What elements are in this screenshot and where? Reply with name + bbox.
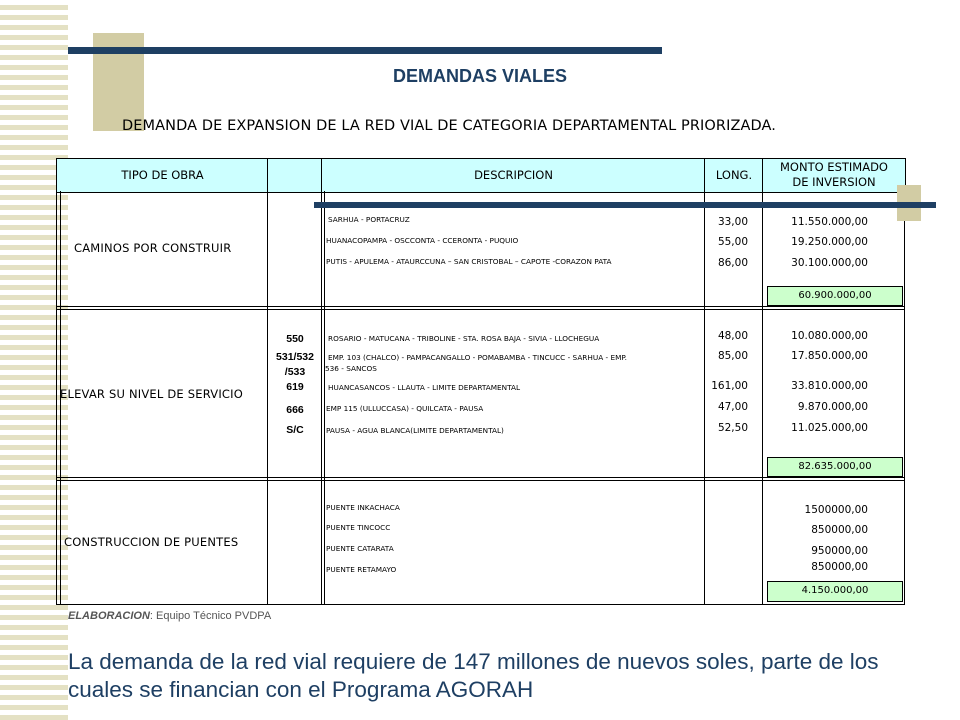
group-total-elevar: 82.635.000,00 <box>767 457 903 477</box>
rule-col-long <box>704 191 705 605</box>
header-monto-line1: MONTO ESTIMADO <box>780 160 888 174</box>
row-desc: SARHUA - PORTACRUZ <box>328 215 410 224</box>
row-long: 47,00 <box>717 401 748 413</box>
row-long: 86,00 <box>717 257 748 269</box>
row-monto: 850000,00 <box>811 524 868 536</box>
row-long: 33,00 <box>717 216 748 228</box>
row-monto: 33.810.000,00 <box>791 380 868 392</box>
row-desc: PUENTE RETAMAYO <box>326 565 397 574</box>
rule-group-2-end-a <box>56 477 905 478</box>
row-monto: 11.550.000,00 <box>791 216 868 228</box>
row-monto: 19.250.000,00 <box>791 236 868 248</box>
source-label: ELABORACION <box>68 610 150 622</box>
row-code: 550 <box>286 333 304 345</box>
header-long: LONG. <box>715 168 753 182</box>
row-desc: EMP. 103 (CHALCO) - PAMPACANGALLO - POMABAMBA - TINCUCC - SARHUA - EMP. <box>328 353 627 362</box>
row-code: 531/532 <box>276 351 314 363</box>
slide-title: DEMANDAS VIALES <box>392 66 567 86</box>
row-desc: HUANACOPAMPA - OSCCONTA - CCERONTA - PUQUIO <box>326 236 519 245</box>
group-total-puentes: 4.150.000,00 <box>767 581 903 602</box>
row-code-cont: /533 <box>284 366 306 378</box>
row-desc: PUENTE TINCOCC <box>326 523 391 532</box>
rule-col-desc-a <box>321 191 322 605</box>
rule-right-outer <box>904 191 905 605</box>
rule-col-code <box>267 191 268 605</box>
group-name-elevar: ELEVAR SU NIVEL DE SERVICIO <box>60 387 243 401</box>
side-accent-bar <box>314 202 936 208</box>
row-long: 85,00 <box>717 350 748 362</box>
row-monto: 950000,00 <box>811 545 868 557</box>
striped-margin <box>0 0 68 720</box>
header-descripcion: DESCRIPCION <box>474 168 553 182</box>
group-name-caminos: CAMINOS POR CONSTRUIR <box>74 241 232 255</box>
rule-col-desc-b <box>324 191 325 605</box>
row-long: 161,00 <box>711 380 748 392</box>
row-desc-cont: 536 - SANCOS <box>325 364 377 373</box>
row-desc: EMP 115 (ULLUCCASA) - QUILCATA - PAUSA <box>326 404 484 413</box>
table-subtitle: DEMANDA DE EXPANSION DE LA RED VIAL DE CATEGORIA DEPARTAMENTAL PRIORIZADA. <box>122 118 776 134</box>
footer-statement: La demanda de la red vial requiere de 147 millones de nuevos soles, parte de los cuales se financian con el Programa AGORAH <box>68 649 879 702</box>
row-monto: 9.870.000,00 <box>797 401 868 413</box>
rule-group-1-end-b <box>56 309 905 310</box>
rule-group-1-end-a <box>56 306 905 307</box>
row-code: 666 <box>286 404 304 416</box>
header-tipo: TIPO DE OBRA <box>121 168 204 182</box>
source-note <box>68 610 271 622</box>
header-monto-line2: DE INVERSION <box>792 175 876 189</box>
group-name-puentes: CONSTRUCCION DE PUENTES <box>64 535 239 549</box>
row-desc: PUENTE CATARATA <box>326 544 394 553</box>
row-desc: ROSARIO - MATUCANA - TRIBOLINE - STA. ROSA BAJA - SIVIA - LLOCHEGUA <box>328 334 600 343</box>
row-monto: 850000,00 <box>811 561 868 573</box>
row-monto: 30.100.000,00 <box>791 257 868 269</box>
header-cell-code <box>267 158 323 193</box>
source-text: : Equipo Técnico PVDPA <box>149 610 272 622</box>
rule-left-outer <box>56 191 57 605</box>
row-code: 619 <box>286 381 304 393</box>
row-desc: PUENTE INKACHACA <box>326 503 400 512</box>
row-monto: 10.080.000,00 <box>791 330 868 342</box>
row-long: 52,50 <box>717 422 748 434</box>
row-long: 55,00 <box>717 236 748 248</box>
row-monto: 1500000,00 <box>804 504 868 516</box>
row-desc: PUTIS - APULEMA - ATAURCCUNA – SAN CRISTOBAL – CAPOTE -CORAZON PATA <box>326 257 612 266</box>
top-accent-bar <box>68 47 662 54</box>
row-monto: 11.025.000,00 <box>791 422 868 434</box>
row-long: 48,00 <box>717 330 748 342</box>
rule-col-monto <box>762 191 763 605</box>
row-code: S/C <box>286 424 304 436</box>
rule-table-bottom <box>56 604 905 605</box>
rule-group-2-end-b <box>56 480 905 481</box>
group-total-caminos: 60.900.000,00 <box>767 286 903 306</box>
row-monto: 17.850.000,00 <box>791 350 868 362</box>
row-desc: HUANCASANCOS - LLAUTA - LIMITE DEPARTAMENTAL <box>328 383 521 392</box>
row-desc: PAUSA - AGUA BLANCA(LIMITE DEPARTAMENTAL) <box>326 426 504 435</box>
